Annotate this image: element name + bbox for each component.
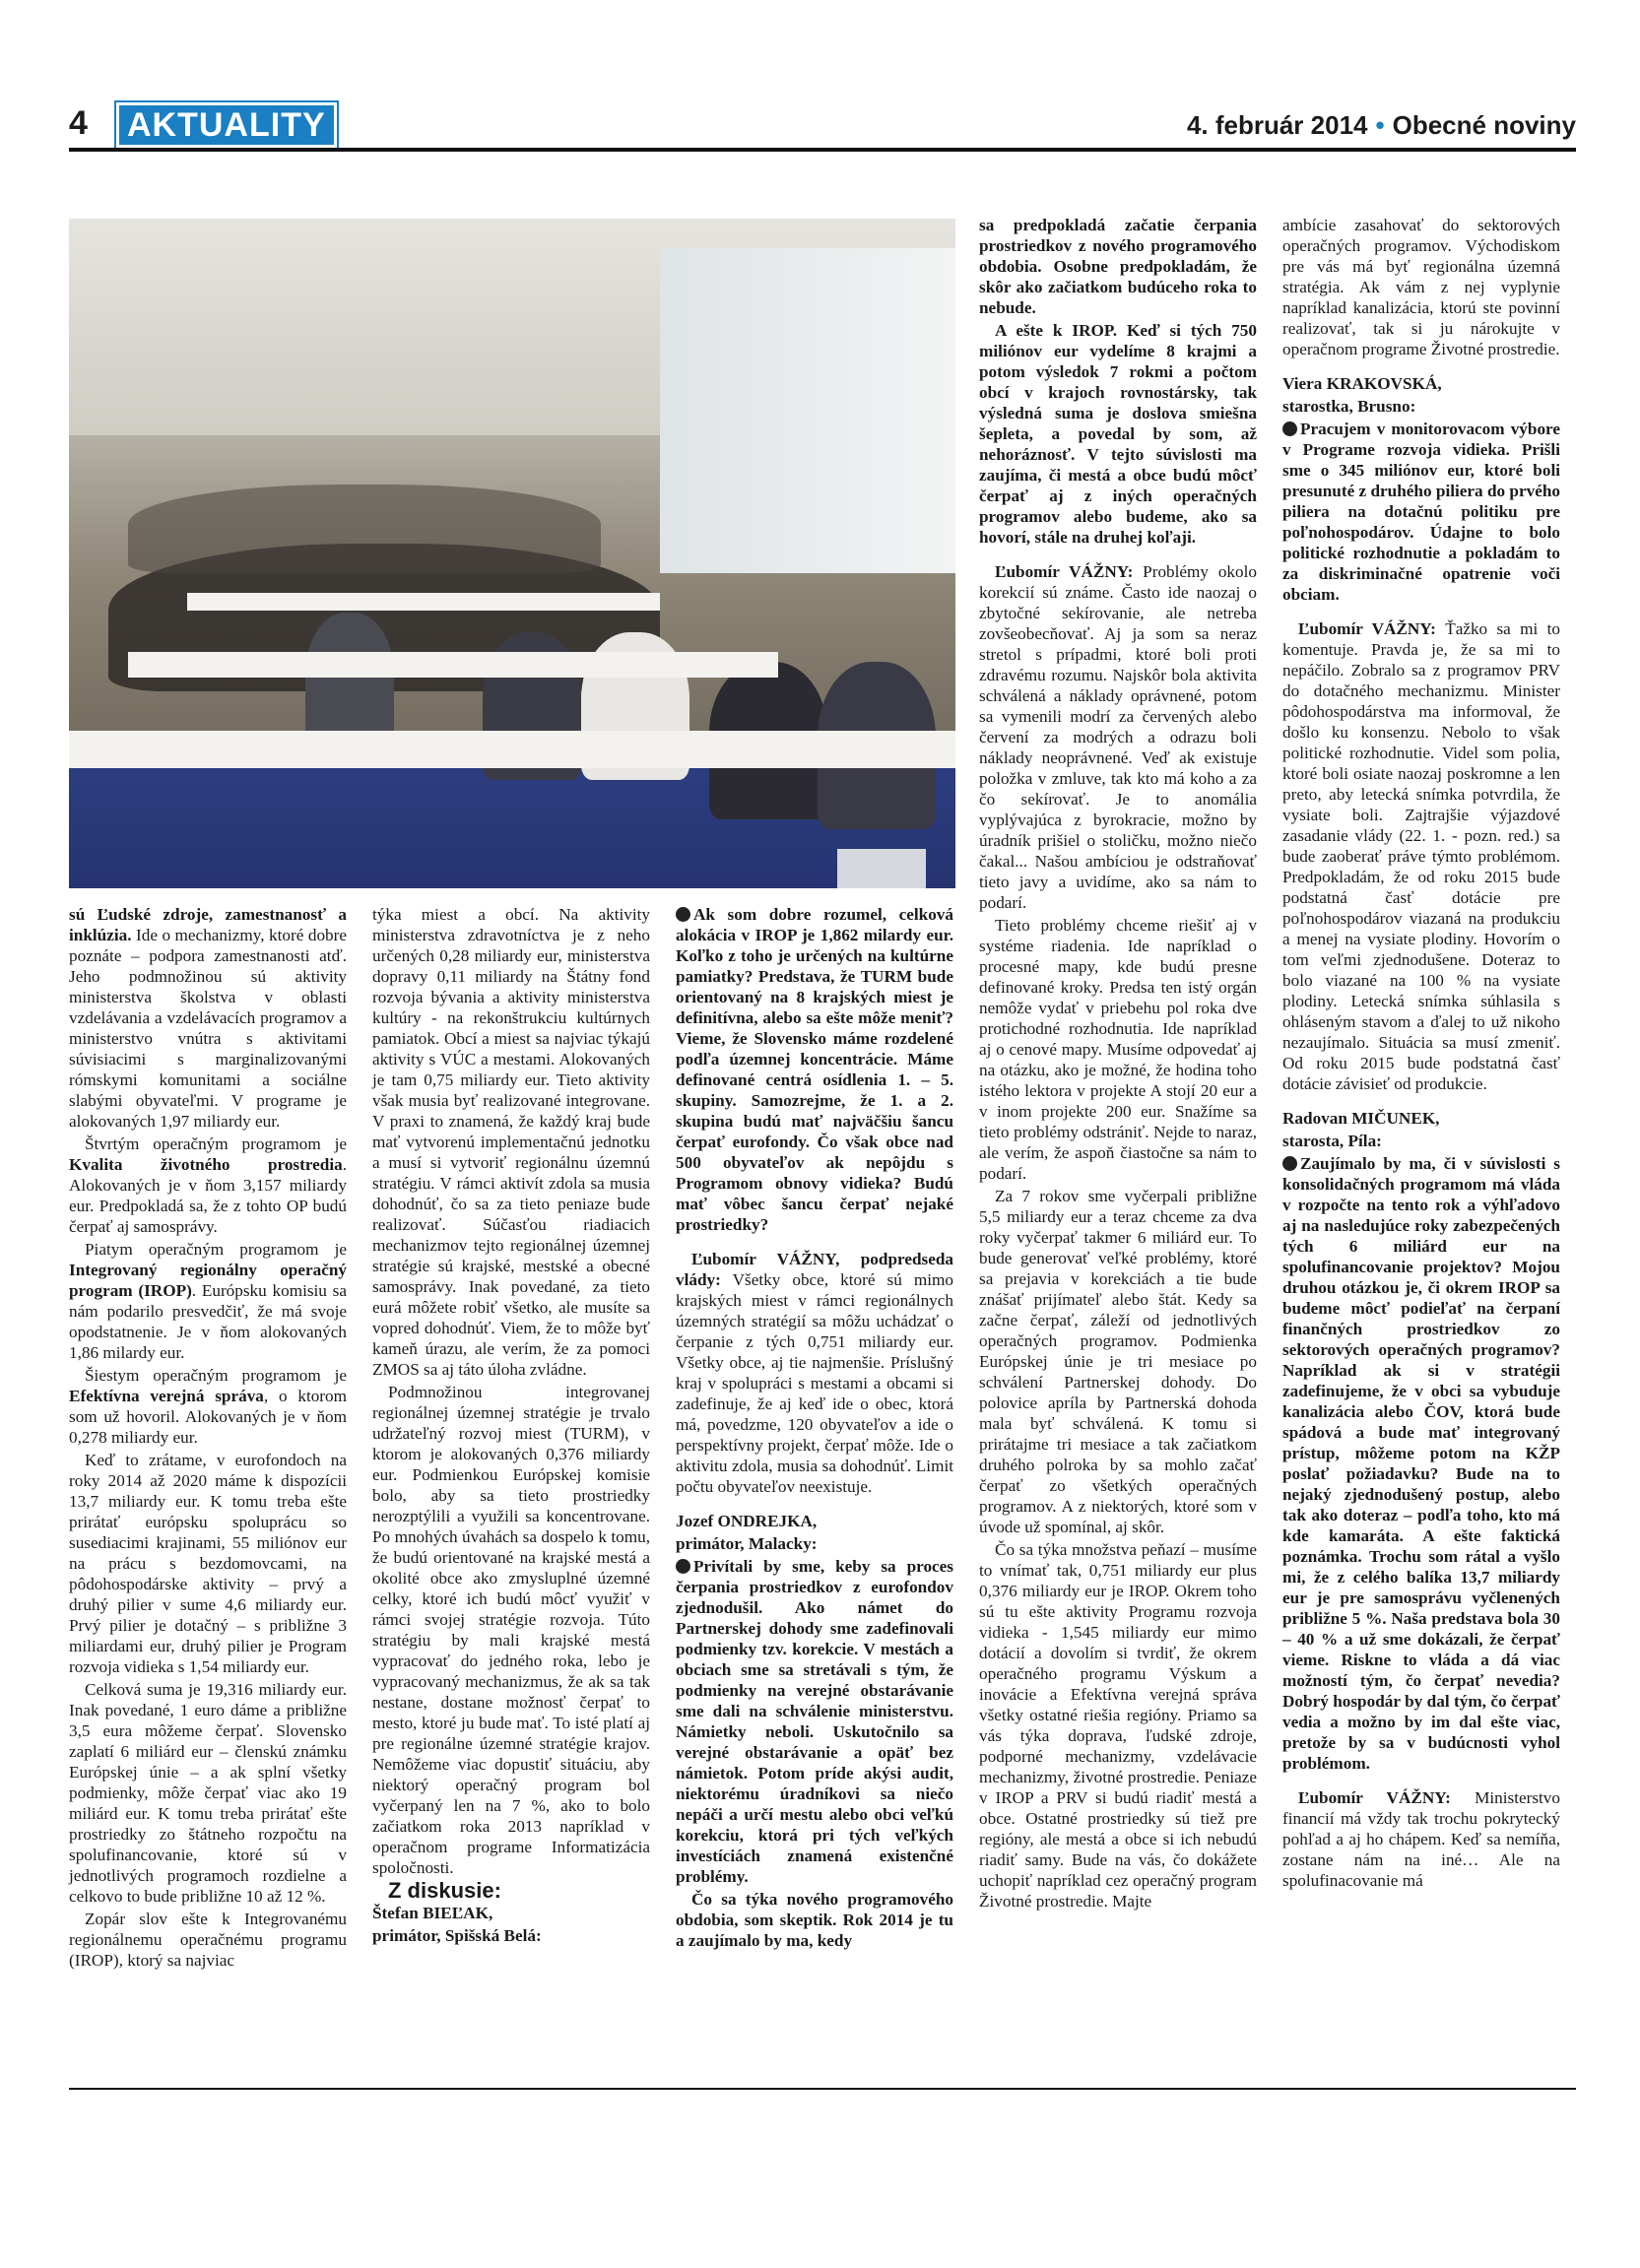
bullet-separator: • <box>1375 110 1385 140</box>
header-rule <box>69 148 1576 152</box>
laptop <box>837 849 926 888</box>
body-text: Ide o mechanizmy, ktoré dobre poznáte – podpora zamestnanosti atď. Jeho podmnožinou sú aktivity ministerstva školstva v oblasti vzdelávania a vzdelávacích programov a ministerstvo vnútra s aktivitami súvisiacimi s marginalizovanými rómskymi komunitami a sociálne slabými obyvateľmi. V programe je alokovaných 1,97 miliardy eur. <box>69 926 347 1131</box>
bold-term: sú Ľudské zdroje, zamestnanosť a inklúzia. <box>69 905 347 944</box>
paragraph <box>676 904 953 1235</box>
paragraph <box>979 561 1257 913</box>
question-text: Zaujímalo by ma, či v súvislosti s konsolidačných programom má vláda v rozpočte na tento rok a výhľadovo aj na nasledujúce roky zabezpečených tých 6 miliárd eur na spolufinancovanie projektov? Mojou druhou otázkou je, či okrem IROP sa budeme môcť podieľať na čerpaní finančných prostriedkov zo sektorových operačných programov? Napríklad ak si v stratégii zadefinujeme, že v obci sa vybuduje kanalizácia alebo ČOV, ktorá bude spádová a bude mať integrovaný prístup, môžeme potom na KŽP poslať požiadavku? Bude na to nejaký zjednodušený postup, alebo tak ako doteraz – podľa toho, kto má kde kamaráta. A ešte faktická poznámka. Trochu som rátal a vyšlo mi, že z celého balíka 13,7 miliardy eur je pre samosprávu vyčlenených približne 5 %. Naša predstava bola 30 – 40 % a už sme dokázali, že čerpať vieme. Riskne to vláda a dá viac možností tým, čo čerpať nevedia? Dobrý hospodár by dal tým, čo čerpať vedia a možno by im dal ešte viac, pretože by sa v budúcnosti vyhol problémom. <box>1282 1154 1560 1773</box>
paragraph <box>1282 618 1560 1094</box>
paragraph <box>69 1909 347 1971</box>
paragraph <box>1282 419 1560 605</box>
question-bullet-icon <box>1282 1156 1297 1171</box>
body-text: Podmnožinou integrovanej regionálnej územnej stratégie je trvalo udržateľný rozvoj miest (TURM), v ktorom je alokovaných 0,376 miliardy eur. Podmienkou Európskej komisie bolo, aby sa tieto prostriedky nerozptýlili a využili sa koncentrovane. Po mnohých úvahách sa dospelo k tomu, že budú orientované na krajské mestá a okolité obce ako zmysluplné územné celky, ktoré ich budú môcť využiť v rámci svojej stratégie rozvoja. Túto stratégiu by mali krajské mestá vypracovať do jedného roka, lebo je vypracovaný mechanizmus, že ak sa tak nestane, dostane možnosť čerpať to mesto, ktoré ju bude mať. To isté platí aj pre regionálne územné stratégie krajov. Nemôžeme viac dopustiť situáciu, aby niektorý operačný program bol vyčerpaný len na 7 %, ako to bolo začiatkom roka 2013 napríklad v operačnom programe Informatizácia spoločnosti. <box>372 1383 650 1877</box>
question-bullet-icon <box>1282 421 1297 436</box>
question-text: Privítali by sme, keby sa proces čerpania prostriedkov z eurofondov zjednodušil. Ako námet do Partnerskej dohody sme zadefinovali podmienky tzv. korekcie. V mestách a obciach sme sa stretávali s tým, že podmienky na verejné obstarávanie sme dali na schválenie ministerstvu. Námietky neboli. Uskutočnilo sa verejné obstarávanie a opäť bez námietok. Potom príde akýsi audit, niektorému úradníkovi sa niečo nepáči a určí mestu alebo obci veľkú korekciu, ktorá pri tých veľkých investíciách znamená existenčné problémy. <box>676 1557 953 1886</box>
paragraph <box>979 1539 1257 1912</box>
paragraph <box>69 1239 347 1363</box>
speaker-name: Radovan MIČUNEK, <box>1282 1109 1440 1128</box>
body-text: . Alokovaných je v ňom 3,157 miliardy eur. Predpokladá sa, že z tohto OP budú čerpať aj samosprávy. <box>69 1155 347 1236</box>
paragraph <box>1282 215 1560 359</box>
page-number: 4 <box>69 104 88 142</box>
column-4 <box>979 215 1257 1913</box>
footer-rule <box>69 2088 1576 2090</box>
bold-term: Kvalita životného prostredia <box>69 1155 343 1174</box>
paragraph <box>676 1889 953 1951</box>
speaker-name: Ľubomír VÁŽNY: <box>1298 1788 1451 1807</box>
body-text: Čo sa týka množstva peňazí – musíme to vnímať tak, 0,751 miliardy eur plus 0,376 miliardy eur je IROP. Okrem toho sú tu ešte aktivity Programu rozvoja vidieka - 1,545 miliardy eur mimo dotácií a dovolím si tvrdiť, že okrem operačného programu Výskum a inovácie a Efektívna verejná správa všetky ostatné riešia regióny. Priamo sa vás týka doprava, ľudské zdroje, podporné mechanizmy, vzdelávacie mechanizmy, životné prostredie. Peniaze v IROP a PRV si budú riadiť mestá a obce. Ostatné prostriedky sú tiež pre regióny, ale mestá a obce si ich nebudú riadiť samy. Bude na vás, čo dokážete uchopiť napríklad cez operačný program Životné prostredie. Majte <box>979 1540 1257 1911</box>
issue-date: 4. február 2014 <box>1186 110 1368 140</box>
body-text: Ministerstvo financií má vždy tak trochu pokrytecký pohľad a aj ho chápem. Keď sa nemíňa, zostane nám na iné… Ale na spolufinacovanie má <box>1282 1788 1560 1890</box>
speaker-name: Štefan BIEĽAK, <box>372 1904 493 1922</box>
question-bullet-icon <box>676 1559 690 1574</box>
paragraph <box>69 1134 347 1237</box>
bold-term: Integrovaný regionálny operačný program (IROP) <box>69 1261 347 1300</box>
paragraph <box>676 1556 953 1887</box>
discussion-heading: Z diskusie: <box>388 1878 501 1903</box>
question-text: Ak som dobre rozumel, celková alokácia v IROP je 1,862 milardy eur. Koľko z toho je určených na kultúrne pamiatky? Predstava, že TURM bude orientovaný na 8 krajských miest je definitívna, alebo sa ešte môže meniť? Vieme, že Slovensko máme rozdelené podľa územnej koncentrácie. Máme definované centrá osídlenia 1. – 5. skupiny. Samozrejme, že 1. a 2. skupina budú mať najväčšiu šancu čerpať eurofondy. Čo však obce nad 500 obyvateľov ak nepôjdu s Programom obnovy vidieka? Budú mať vôbec šancu čerpať nejaké prostriedky? <box>676 905 953 1234</box>
question-text: A ešte k IROP. Keď si tých 750 miliónov eur vydelíme 8 krajmi a potom výsledok 7 rokmi a počtom obcí v krajoch rovnostársky, tak výsledná suma je doslova smiešna šepleta, a povedal by som, až nehoráznosť. V tejto súvislosti ma zaujíma, či mestá a obce budú môcť čerpať aj z iných operačných programov alebo budeme, ako sa hovorí, stále na druhej koľaji. <box>979 321 1257 547</box>
paragraph <box>1282 1787 1560 1891</box>
paragraph <box>372 1382 650 1878</box>
body-text: Piatym operačným programom je <box>85 1240 347 1259</box>
body-text: , o ktorom som už hovoril. Alokovaných je v ňom 0,278 miliardy eur. <box>69 1387 347 1447</box>
paragraph <box>1282 1153 1560 1774</box>
body-text: Ťažko sa mi to komentuje. Pravda je, že sa mi to nepáčilo. Zobralo sa z programov PRV do dotačného mechanizmu. Minister pôdohospodárstva ma informoval, že došlo ku konsenzu. Nebolo to však politické rozhodnutie. Videl som polia, ktoré boli osiate naozaj poskromne a len preto, aby letecká snímka potvrdila, že vysiate boli. Zajtrajšie výjazdové zasadanie vlády (22. 1. - pozn. red.) sa bude zaoberať práve týmto problémom. Predpokladám, že od roku 2015 bude podstatná časť dotácie pre poľnohospodárov viazaná na produkciu a menej na vysiate plodiny. Hovorím o tom veľmi zjednodušene. Doteraz to bolo viazané na 100 % na vysiate plodiny. Letecká snímka súhlasila s ohláseným stavom a ďalej to už nikoho nezaujímalo. Situácia sa musí zmeniť. Od roku 2015 bude podstatná časť dotácie závisieť od produkcie. <box>1282 619 1560 1093</box>
body-text: Všetky obce, ktoré sú mimo krajských miest v rámci regionálnych územných stratégií sa môžu uchádzať o čerpanie z tých 0,751 miliardy eur. Všetky obce, aj tie najmenšie. Príslušný kraj v spolupráci s mestami a obcami si zadefinuje, že aj keď ide o obec, ktorá má, povedzme, 120 obyvateľov a ide o perspektívny projekt, čerpať môže. Ide o aktivitu zdola, musia sa dohodnúť. Limit počtu obyvateľov neexistuje. <box>676 1270 953 1496</box>
body-text: Celková suma je 19,316 miliardy eur. Inak povedané, 1 euro dáme a približne 3,5 eura môžeme čerpať. Slovensko zaplatí 6 miliárd eur – členskú známku Európskej únie – a ak splní všetky podmienky, môže čerpať viac ako 19 miliárd eur. K tomu treba prirátať ešte prostriedky zo štátneho rozpočtu na spolufinancovanie, ktoré sú v jednotlivých programoch rozdielne a celkovo to bude približne 10 až 12 %. <box>69 1680 347 1906</box>
speaker-name: Jozef ONDREJKA, <box>676 1512 818 1530</box>
paragraph <box>69 1679 347 1907</box>
paragraph <box>979 915 1257 1184</box>
paragraph <box>979 215 1257 318</box>
speaker-role: starosta, Píla: <box>1282 1132 1382 1150</box>
paragraph <box>372 904 650 1380</box>
paragraph <box>676 1249 953 1497</box>
column-2 <box>372 904 650 1948</box>
publication-name: Obecné noviny <box>1392 110 1576 140</box>
page-header <box>69 97 1576 146</box>
speaker-name: Ľubomír VÁŽNY: <box>1298 619 1436 638</box>
paragraph <box>979 320 1257 548</box>
paragraph <box>979 1186 1257 1537</box>
column-1 <box>69 904 347 1973</box>
section-label: AKTUALITY <box>116 102 337 148</box>
body-text: Keď to zrátame, v eurofondoch na roky 2014 až 2020 máme k dispozícii 13,7 miliardy eur. K tomu treba ešte prirátať európsku spoluprácu so susediacimi krajinami, 55 miliónov eur na prácu s bezdomovcami, na pôdohospodárske aktivity – prvý a druhý pilier v sume 4,6 miliardy eur. Prvý pilier je dotačný – s približne 3 miliardami eur, druhý pilier je Program rozvoja vidieka s 1,54 miliardy eur. <box>69 1451 347 1676</box>
body-text: týka miest a obcí. Na aktivity ministerstva zdravotníctva je z neho určených 0,28 miliardy eur, ministerstva dopravy 0,11 miliardy na Štátny fond rozvoja bývania a aktivity ministerstva kultúry - na rekonštrukciu kultúrnych pamiatok. Obcí a miest sa najviac týkajú aktivity s VÚC a mestami. Alokovaných je tam 0,75 miliardy eur. Tieto aktivity však musia byť realizované integrovane. V praxi to znamená, že každý kraj bude mať vytvorenú implementačnú jednotku a musí si vytvoriť regionálnu územnú stratégiu. V rámci aktivít zdola sa musia dohodnúť, čo sa za tieto peniaze bude realizovať. Súčasťou riadiacich mechanizmov tejto regionálnej územnej stratégie sú krajské, mestské a obecné samosprávy. Inak povedané, za tieto eurá môžete robiť všetko, ale musíte sa vopred dohodnúť. Viem, že to môže byť kameň úrazu, ale verím, že za pomoci ZMOS sa aj táto úloha zvládne. <box>372 905 650 1379</box>
speaker-role: starostka, Brusno: <box>1282 397 1416 416</box>
body-text: Šiestym operačným programom je <box>85 1366 347 1385</box>
question-text: Pracujem v monitorovacom výbore v Programe rozvoja vidieka. Prišli sme o 345 miliónov eur, ktoré boli presunuté z druhého piliera do prvého piliera na dotačnú politiku pre poľnohospodárov. Údajne to bolo politické rozhodnutie a pokladám to za diskriminačné opatrenie voči obciam. <box>1282 420 1560 604</box>
question-bullet-icon <box>676 907 690 922</box>
body-text: Za 7 rokov sme vyčerpali približne 5,5 miliardy eur a teraz chceme za dva roky vyčerpať takmer 6 miliárd eur. To bude generovať veľké problémy, ktoré sa prejavia v korekciách a tie bude znášať prijímateľ alebo štát. Kedy sa začne čerpať, záleží od jednotlivých operačných programov. Podmienka Európskej únie je tri mesiace po schválení Partnerskej dohody. Do polovice apríla by Partnerská dohoda mala byť schválená. K tomu si prirátajme tri mesiace a tak začiatkom druhého polroka by sa mohlo začať čerpať zo všetkých operačných programov. A z niektorých, ktoré som v úvode už spomínal, aj skôr. <box>979 1187 1257 1536</box>
speaker-role: primátor, Spišská Belá: <box>372 1926 542 1945</box>
window <box>660 248 955 573</box>
column-5 <box>1282 215 1560 1893</box>
paragraph <box>69 1365 347 1448</box>
conference-audience-photo <box>69 219 955 888</box>
paragraph <box>69 904 347 1132</box>
body-text: . Európsku komisiu sa nám podarilo presvedčiť, že má svoje opodstatnenie. Je v ňom alokovaných 1,86 milardy eur. <box>69 1281 347 1362</box>
bold-term: Efektívna verejná správa <box>69 1387 264 1405</box>
body-text: Tieto problémy chceme riešiť aj v systéme riadenia. Ide napríklad o procesné mapy, kde budú presne definované kroky. Predsa ten istý orgán nemôže vydať v priebehu pol roka dve protichodné rozhodnutia. Ide napríklad aj o cenové mapy. Musíme odpovedať aj na otázku, ako je možné, že hodina toho istého lektora v projekte A stojí 20 eur a v inom projekte 200 eur. Snažíme sa tieto problémy odstrániť. Nejde to naraz, ale verím, že aspoň čiastočne sa nám to podarí. <box>979 916 1257 1183</box>
question-text: sa predpokladá začatie čerpania prostriedkov z nového programového obdobia. Osobne predpokladám, že skôr ako začiatkom budúceho roka to nebude. <box>979 216 1257 317</box>
body-text: ambície zasahovať do sektorových operačných programov. Východiskom pre vás má byť regionálna územná stratégia. Ak vám z nej vyplynie napríklad kanalizácia, ktorú ste povinní realizovať, tak si ju nárokujte v operačnom programe Životné prostredie. <box>1282 216 1560 358</box>
body-text: Problémy okolo korekcií sú známe. Často ide naozaj o zbytočné sekírovanie, ale netreba zovšeobecňovať. Aj ja som sa neraz stretol s prípadmi, ktoré boli proti zdravému rozumu. Najskôr bola aktivita schválená a náklady oprávnené, potom sa vymenili modrí za červených alebo červení za modrých a odrazu boli náklady neoprávnené. Veď ak existuje položka v zmluve, tak kto má koho a za čo sekírovať. Je to anomália vyplývajúca z byrokracie, možno by úradník prišiel o stoličku, možno niečo čakal... Našou ambíciou je odstraňovať tieto javy a uvidíme, ako sa nám to podarí. <box>979 562 1257 912</box>
speaker-role: primátor, Malacky: <box>676 1534 818 1553</box>
speaker-name: Viera KRAKOVSKÁ, <box>1282 374 1442 393</box>
question-text: Čo sa týka nového programového obdobia, som skeptik. Rok 2014 je tu a zaujímalo by ma, kedy <box>676 1890 953 1950</box>
issue-info <box>1187 110 1576 141</box>
speaker-name: Ľubomír VÁŽNY: <box>995 562 1134 581</box>
paragraph <box>69 1450 347 1677</box>
body-text: Zopár slov ešte k Integrovanému regionálnemu operačnému programu (IROP), ktorý sa najviac <box>69 1910 347 1970</box>
speaker-name: Ľubomír VÁŽNY, podpredseda vlády: <box>676 1250 953 1289</box>
column-3 <box>676 904 953 1953</box>
body-text: Štvrtým operačným programom je <box>85 1134 347 1153</box>
